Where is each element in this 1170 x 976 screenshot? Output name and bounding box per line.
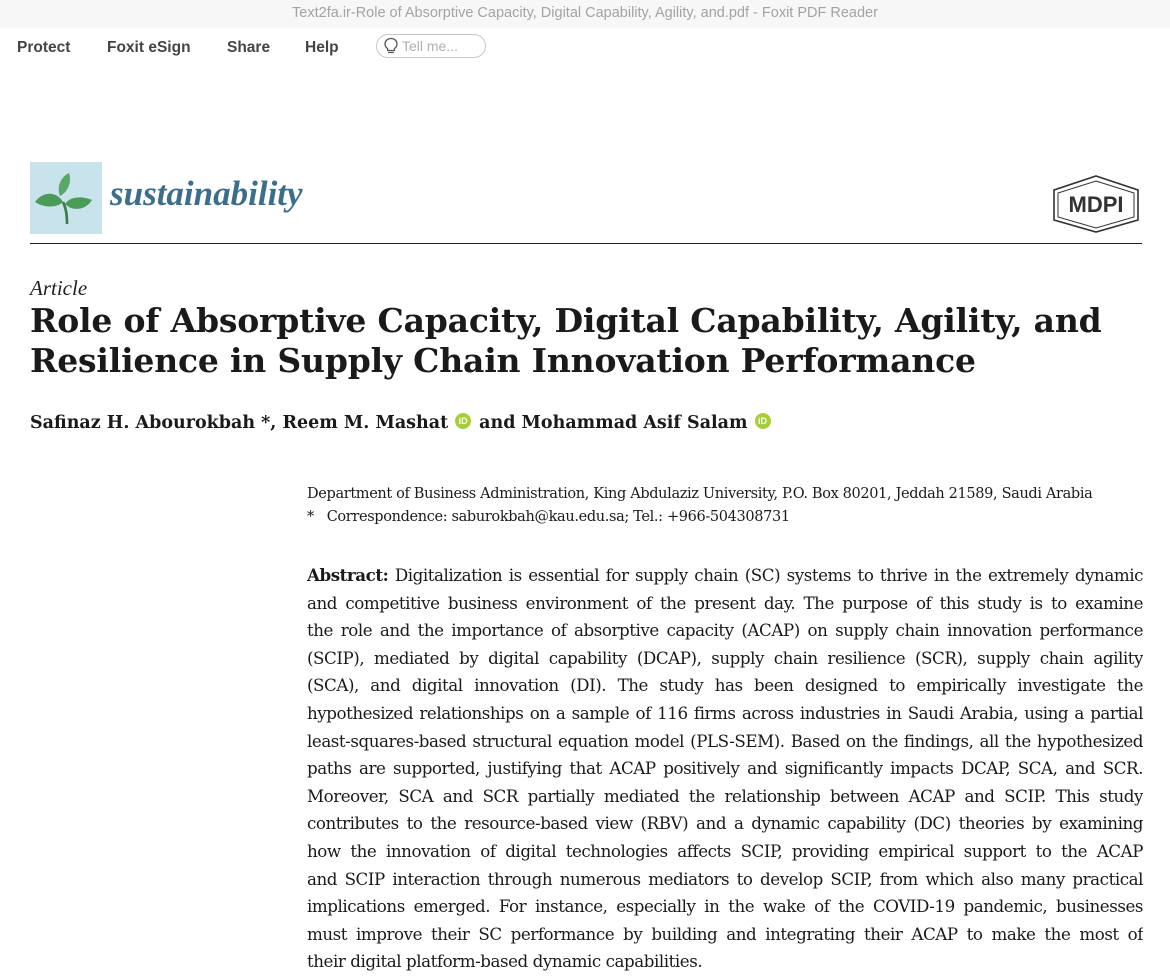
abstract-line: hypothesized relationships on a sample of 116 firms across industries in Saudi Arabia, using a partial	[307, 702, 1143, 723]
article-type: Article	[30, 276, 88, 300]
abstract-line: paths are supported, justifying that ACAP positively and significantly impacts DCAP, SCA, and SCR.	[307, 758, 1143, 779]
abstract-line: how the innovation of digital technologies affects SCIP, providing empirical support to the ACAP	[307, 840, 1143, 861]
tell-me-input[interactable]	[402, 38, 482, 54]
author-names-1: Safinaz H. Abourokbah *, Reem M. Mashat	[30, 413, 449, 433]
abstract	[307, 562, 1143, 976]
abstract-line: their digital platform-based dynamic capabilities.	[307, 951, 703, 972]
journal-logo	[30, 162, 102, 234]
journal-name: sustainability	[110, 174, 303, 213]
header-rule	[30, 243, 1142, 244]
tell-me-search[interactable]	[376, 34, 486, 58]
lightbulb-icon	[382, 37, 400, 55]
abstract-label: Abstract:	[307, 565, 389, 585]
article-title-line-2: Resilience in Supply Chain Innovation Performance	[30, 341, 976, 380]
svg-text:MDPI: MDPI	[1068, 192, 1124, 217]
article-title-line-1: Role of Absorptive Capacity, Digital Capability, Agility, and	[30, 301, 1102, 340]
correspondence-text: Correspondence: saburokbah@kau.edu.sa; Tel.: +966-504308731	[326, 509, 790, 525]
orcid-icon[interactable]: iD	[455, 413, 471, 429]
menu-protect[interactable]: Protect	[17, 39, 71, 56]
correspondence-marker: *	[307, 509, 314, 525]
abstract-line: Abstract: Digitalization is essential for supply chain (SC) systems to thrive in the extremely dynamic	[307, 565, 1143, 585]
abstract-line: least-squares-based structural equation model (PLS-SEM). Based on the findings, all the hypothesized	[307, 730, 1143, 751]
author-list	[30, 413, 779, 433]
abstract-line: must improve their SC performance by building and integrating their ACAP to make the most of	[307, 923, 1143, 944]
leaf-icon	[30, 162, 102, 234]
menu-share[interactable]: Share	[227, 39, 271, 56]
abstract-line: and SCIP interaction through numerous mediators to develop SCIP, from which also many practical	[307, 868, 1143, 889]
menu-foxit-esign[interactable]: Foxit eSign	[107, 39, 191, 56]
publisher-logo	[1050, 174, 1142, 234]
abstract-line: implications emerged. For instance, especially in the wake of the COVID-19 pandemic, businesses	[307, 896, 1143, 917]
abstract-line: Moreover, SCA and SCR partially mediated the relationship between ACAP and SCIP. This study	[307, 785, 1143, 806]
pdf-page	[0, 68, 1170, 972]
menu-help[interactable]: Help	[305, 39, 339, 56]
author-names-2: and Mohammad Asif Salam	[479, 413, 748, 433]
window-title: Text2fa.ir-Role of Absorptive Capacity, Digital Capability, Agility, and.pdf - Foxit PDF Reader	[0, 0, 1170, 28]
abstract-line: (SCA), and digital innovation (DI). The study has been designed to empirically investigate the	[307, 675, 1143, 696]
abstract-line: and competitive business environment of the present day. The purpose of this study is to examine	[307, 592, 1143, 613]
abstract-line: the role and the importance of absorptive capacity (ACAP) on supply chain innovation performance	[307, 620, 1143, 641]
correspondence	[307, 509, 790, 525]
menu-bar	[0, 28, 1170, 68]
abstract-line: contributes to the resource-based view (RBV) and a dynamic capability (DC) theories by examining	[307, 813, 1143, 834]
orcid-icon[interactable]: iD	[755, 413, 771, 429]
abstract-line: (SCIP), mediated by digital capability (DCAP), supply chain resilience (SCR), supply chain agility	[307, 647, 1143, 668]
affiliation: Department of Business Administration, King Abdulaziz University, P.O. Box 80201, Jeddah 21589, Saudi Arabia	[307, 486, 1093, 502]
